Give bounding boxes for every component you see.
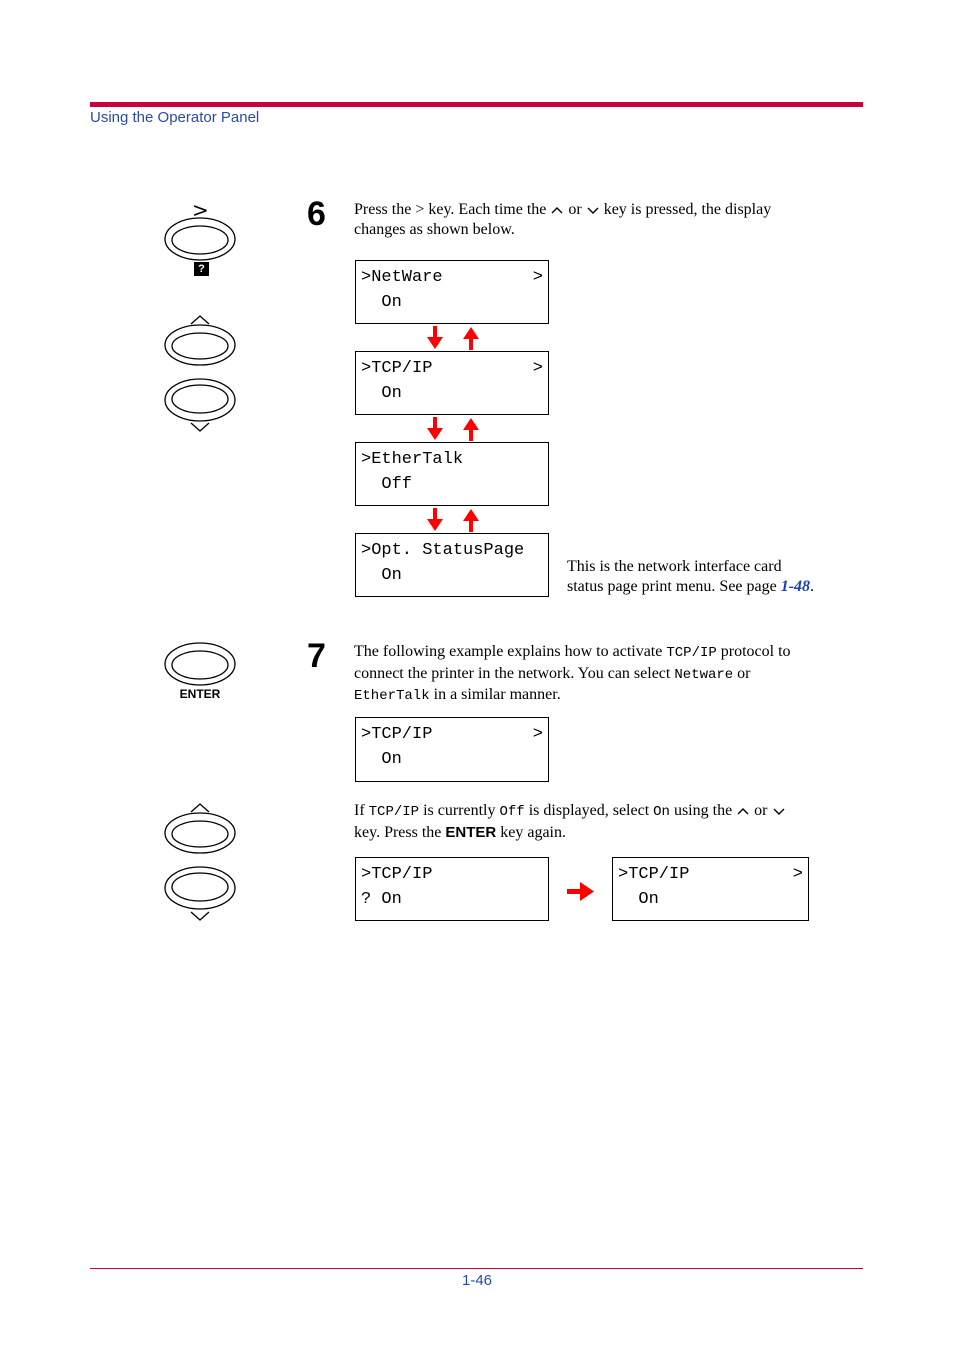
- lcd-tcpip: >TCP/IP > On: [355, 351, 549, 415]
- lcd-tcpip-result: >TCP/IP > On: [612, 857, 809, 921]
- right-arrow-icon: [566, 881, 596, 903]
- footer-rule: [90, 1268, 863, 1269]
- lcd-ethertalk: >EtherTalk Off: [355, 442, 549, 506]
- section-title: Using the Operator Panel: [90, 109, 260, 126]
- header-rule: [90, 102, 863, 107]
- step-6-number: 6: [307, 195, 326, 233]
- down-arrow-icon: [586, 205, 600, 215]
- lcd-opt-statuspage: >Opt. StatusPage On: [355, 533, 549, 597]
- down-up-arrows-3: [424, 507, 484, 533]
- status-page-note: This is the network interface card status page print menu. See page 1-48.: [567, 558, 815, 595]
- step-7-paragraph-1: The following example explains how to activate TCP/IP protocol to connect the printer in the network. You can select Netware or EtherTalk in a similar manner.: [354, 643, 791, 704]
- lcd-tcpip-confirm: >TCP/IP ? On: [355, 857, 549, 921]
- enter-key-label: ENTER: [179, 687, 221, 701]
- step-6-instructions: Press the > key. Each time the or key is pressed, the display changes as shown below.: [354, 201, 772, 238]
- page-number: 1-46: [461, 1272, 493, 1289]
- right-key-button[interactable]: [163, 216, 237, 262]
- enter-key-button[interactable]: [163, 642, 237, 688]
- step-7-number: 7: [307, 637, 326, 675]
- right-key-symbol: >: [192, 198, 209, 222]
- down-up-arrows-1: [424, 325, 484, 351]
- lcd-netware: >NetWare > On: [355, 260, 549, 324]
- up-down-keys-2: [163, 798, 237, 924]
- question-key-badge: ?: [194, 262, 209, 276]
- down-arrow-icon: [772, 806, 786, 816]
- up-down-keys: [163, 312, 237, 436]
- down-up-arrows-2: [424, 416, 484, 442]
- page-link-1-48[interactable]: 1-48: [780, 577, 811, 595]
- step-7-paragraph-2: If TCP/IP is currently Off is displayed, select On using the or key. Press the ENTER key again.: [354, 801, 864, 842]
- up-arrow-icon: [736, 806, 750, 816]
- up-arrow-icon: [550, 205, 564, 215]
- lcd-step7-tcpip: >TCP/IP > On: [355, 717, 549, 782]
